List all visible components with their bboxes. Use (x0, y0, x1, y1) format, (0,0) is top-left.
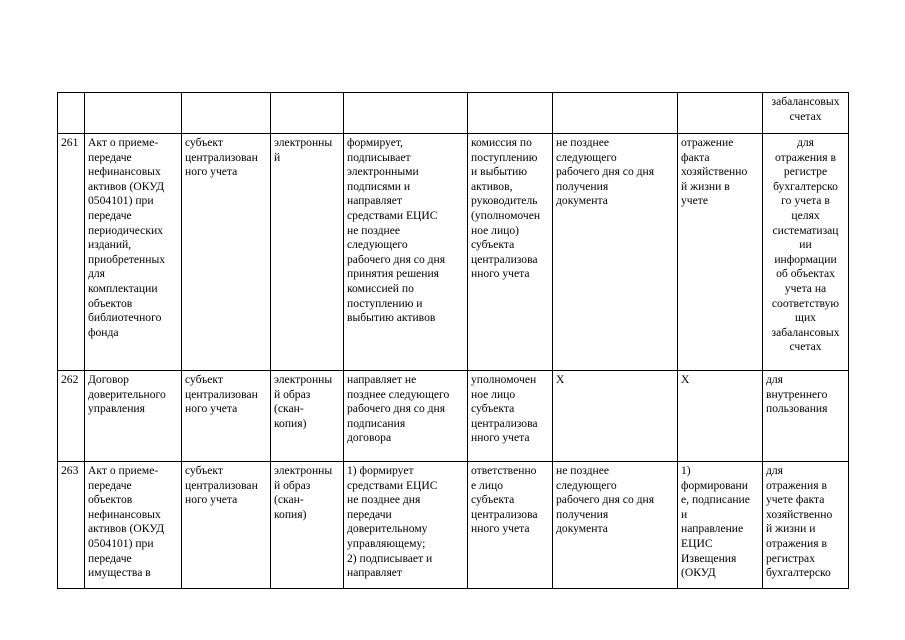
cell-signer: уполномочен ное лицо субъекта централизова нного учета (468, 371, 553, 462)
cell-purpose: для внутреннего пользования (763, 371, 849, 462)
cell-document-name: Договор доверительного управления (85, 371, 182, 462)
cell-form: электронны й образ (скан- копия) (271, 462, 344, 589)
document-register-table (57, 92, 849, 589)
cell-deadline: не позднее следующего рабочего дня со дня получения документа (553, 462, 678, 589)
cell-outcome: отражение факта хозяйственно й жизни в учете (678, 134, 763, 371)
cell-action (344, 93, 468, 134)
cell-number: 263 (58, 462, 85, 589)
cell-outcome: Х (678, 371, 763, 462)
cell-who-forms: субъект централизован ного учета (182, 371, 271, 462)
cell-action: формирует, подписывает электронными подписями и направляет средствами ЕЦИС не позднее следующего рабочего дня со дня принятия решения комиссией по поступлению и выбытию активов (344, 134, 468, 371)
cell-outcome (678, 93, 763, 134)
table-row (58, 134, 849, 371)
cell-purpose: для отражения в учете факта хозяйственно й жизни и отражения в регистрах бухгалтерско (763, 462, 849, 589)
cell-outcome: 1) формировани е, подписание и направление ЕЦИС Извещения (ОКУД (678, 462, 763, 589)
cell-who-forms: субъект централизован ного учета (182, 134, 271, 371)
cell-who-forms (182, 93, 271, 134)
cell-document-name: Акт о приеме- передаче нефинансовых активов (ОКУД 0504101) при передаче периодических изданий, приобретенных для комплектации объектов библиотечного фонда (85, 134, 182, 371)
cell-purpose: для отражения в регистре бухгалтерско го учета в целях систематизац ии информации об объектах учета на соответствую щих забалансовых счетах (763, 134, 849, 371)
cell-signer: комиссия по поступлению и выбытию активов, руководитель (уполномочен ное лицо) субъекта централизова нного учета (468, 134, 553, 371)
cell-deadline: не позднее следующего рабочего дня со дня получения документа (553, 134, 678, 371)
cell-who-forms: субъект централизован ного учета (182, 462, 271, 589)
cell-action: 1) формирует средствами ЕЦИС не позднее дня передачи доверительному управляющему; 2) подписывает и направляет (344, 462, 468, 589)
cell-document-name (85, 93, 182, 134)
cell-form: электронны й (271, 134, 344, 371)
cell-deadline: Х (553, 371, 678, 462)
cell-document-name: Акт о приеме- передаче объектов нефинансовых активов (ОКУД 0504101) при передаче имущества в (85, 462, 182, 589)
cell-signer (468, 93, 553, 134)
cell-purpose: забалансовых счетах (763, 93, 849, 134)
cell-number: 262 (58, 371, 85, 462)
cell-action: направляет не позднее следующего рабочего дня со дня подписания договора (344, 371, 468, 462)
cell-form (271, 93, 344, 134)
cell-form: электронны й образ (скан- копия) (271, 371, 344, 462)
cell-signer: ответственно е лицо субъекта централизова нного учета (468, 462, 553, 589)
table-row (58, 371, 849, 462)
table-row (58, 462, 849, 589)
table-row-continuation (58, 93, 849, 134)
cell-deadline (553, 93, 678, 134)
cell-number (58, 93, 85, 134)
cell-number: 261 (58, 134, 85, 371)
